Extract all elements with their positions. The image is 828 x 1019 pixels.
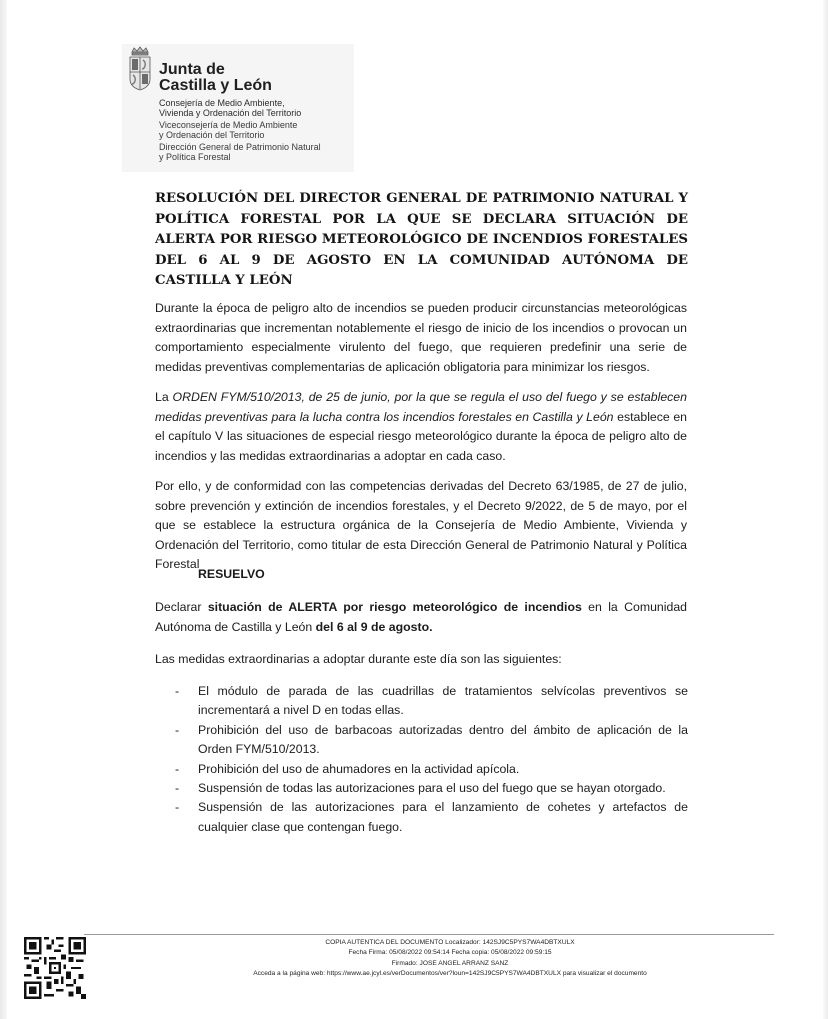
footer-dates: Fecha Firma: 05/08/2022 09:54:14 Fecha copia: 05/08/2022 09:59:15	[348, 949, 552, 957]
page-edge-right	[823, 0, 828, 1019]
resolution-title: RESOLUCIÓN DEL DIRECTOR GENERAL DE PATRIMONIO NATURAL Y POLÍTICA FORESTAL POR LA QUE SE DECLARA SITUACIÓN DE ALERTA POR RIESGO METEOROLÓGICO DE INCENDIOS FORESTALES DEL 6 AL 9 DE AGOSTO EN LA COMUNIDAD AUTÓNOMA DE CASTILLA Y LEÓN	[155, 191, 688, 288]
measures-list	[172, 682, 688, 837]
footer-divider	[84, 934, 774, 935]
direccion-general-name: Dirección General de Patrimonio Natural y Política Forestal	[159, 142, 321, 162]
paragraph-declaration: Declarar situación de ALERTA por riesgo meteorológico de incendios en la Comunidad Autónoma de Castilla y León del 6 al 9 de agosto.	[155, 600, 688, 634]
consejeria-name: Consejería de Medio Ambiente, Vivienda y Ordenación del Territorio	[159, 98, 302, 118]
list-item: - Suspensión de las autorizaciones para el lanzamiento de cohetes y artefactos de cualquier clase que contengan fuego.	[175, 800, 688, 834]
list-item: - El módulo de parada de las cuadrillas de tratamientos selvícolas preventivos se incrementará a nivel D en todas ellas.	[175, 684, 688, 718]
list-item: - Suspensión de todas las autorizaciones para el uso del fuego que se hayan otorgado.	[175, 781, 666, 796]
orden-reference: ORDEN FYM/510/2013, de 25 de junio, por la que se regula el uso del fuego y se establecen medidas preventivas para la lucha contra los incendios forestales en Castilla y León	[155, 390, 687, 424]
list-item: - Prohibición del uso de ahumadores en la actividad apícola.	[175, 761, 520, 776]
paragraph-measures-intro: Las medidas extraordinarias a adoptar durante este día son las siguientes:	[155, 652, 562, 666]
coat-of-arms-icon	[125, 46, 155, 94]
footer-verification	[150, 938, 750, 980]
list-item: - Prohibición del uso de barbacoas autorizadas dentro del ámbito de aplicación de la Orden FYM/510/2013.	[175, 722, 688, 757]
footer-signed-by: Firmado: JOSE ANGEL ARRANZ SANZ	[391, 959, 509, 967]
page-edge-left	[0, 0, 7, 1019]
paragraph-intro: Durante la época de peligro alto de incendios se pueden producir circunstancias meteorológicas extraordinarias que incrementan notablemente el riesgo de inicio de los incendios o provocan un comportamiento especialmente virulento del fuego, que requieren predefinir una serie de medidas preventivas complementarias de aplicación obligatoria para minimizar los riesgos.	[155, 301, 687, 374]
qr-code-icon[interactable]	[24, 937, 86, 999]
viceconsejeria-name: Viceconsejería de Medio Ambiente y Ordenación del Territorio	[159, 120, 298, 140]
footer-verify-link[interactable]: Acceda a la página web: https://www.ae.jcyl.es/verDocumentos/ver?loun=142SJ9C5PYS7WA4DBTXULX para visualizar el documento	[253, 970, 647, 978]
org-name: Junta de Castilla y León	[159, 61, 272, 94]
paragraph-orden: La ORDEN FYM/510/2013, de 25 de junio, por la que se regula el uso del fuego y se establecen medidas preventivas para la lucha contra los incendios forestales en Castilla y León establece en el capítulo V las situaciones de especial riesgo meteorológico durante la época de peligro alto de incendios y las medidas extraordinarias a adoptar en cada caso.	[155, 390, 688, 463]
paragraph-competencias: Por ello, y de conformidad con las competencias derivadas del Decreto 63/1985, de 27 de julio, sobre prevención y extinción de incendios forestales, y el Decreto 9/2022, de 5 de mayo, por el que se establece la estructura orgánica de la Consejería de Medio Ambiente, Vivienda y Ordenación del Territorio, como titular de esta Dirección General de Patrimonio Natural y Política Forestal	[155, 479, 687, 572]
resuelvo-heading: RESUELVO	[198, 567, 265, 581]
footer-copy-locator: COPIA AUTENTICA DEL DOCUMENTO Localizador: 142SJ9C5PYS7WA4DBTXULX	[325, 939, 575, 946]
